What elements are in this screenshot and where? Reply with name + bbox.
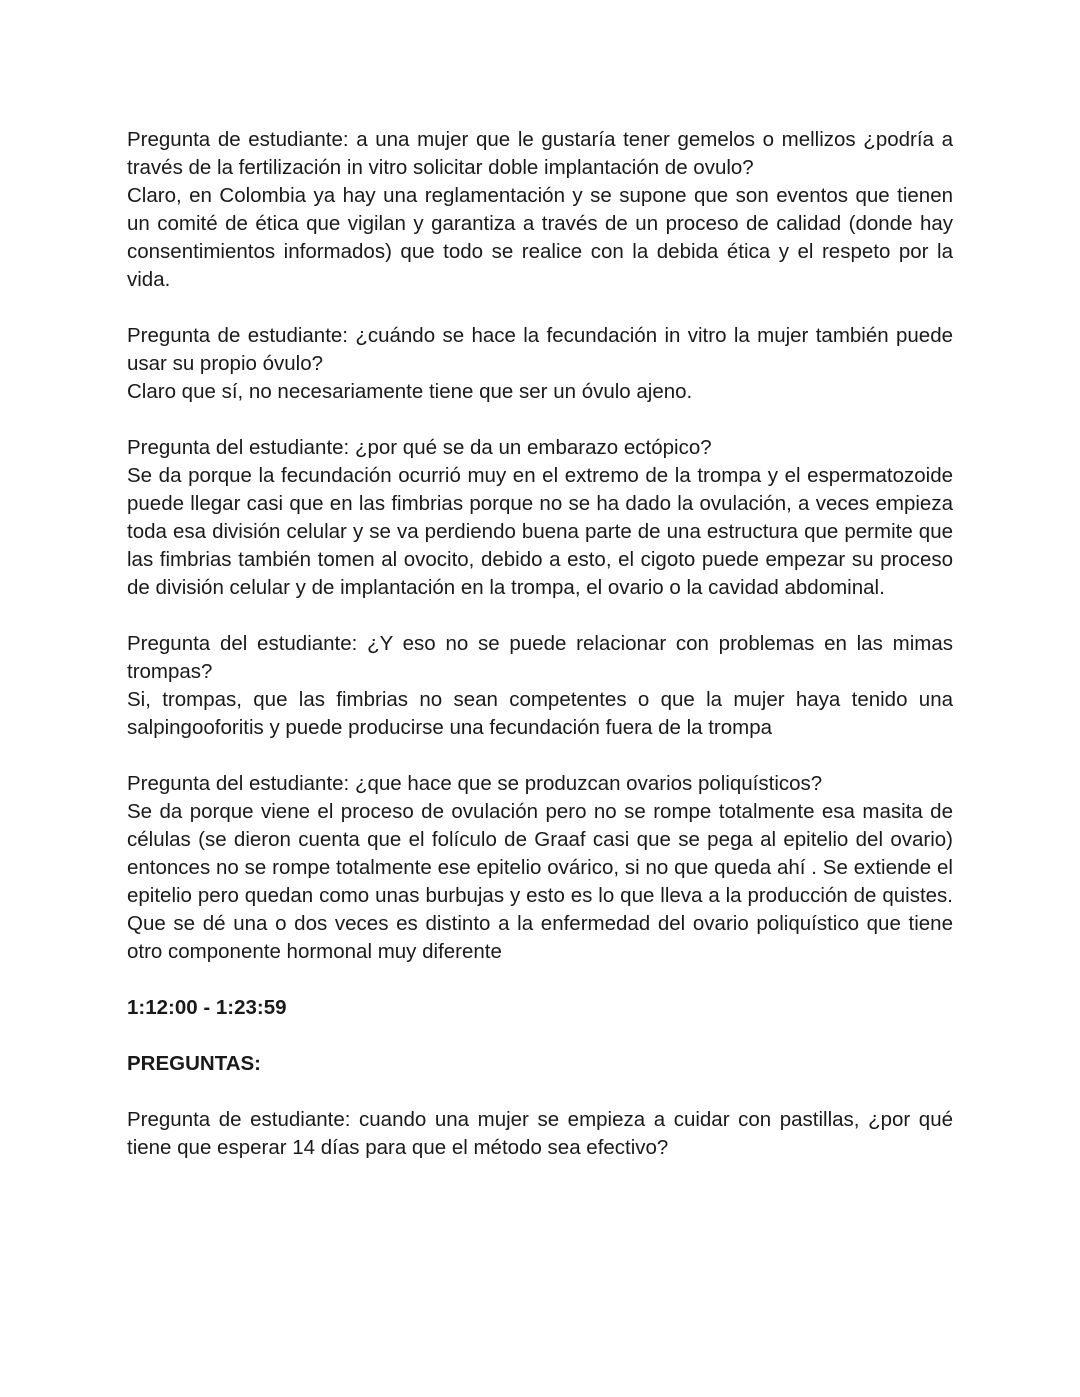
qa-block-3 (127, 434, 953, 602)
teacher-answer: Si, trompas, que las fimbrias no sean competentes o que la mujer haya tenido una salpingooforitis y puede producirse una fecundación fuera de la trompa (127, 688, 953, 739)
qa-block-5 (127, 770, 953, 966)
document-page (127, 126, 953, 1190)
teacher-answer: Se da porque viene el proceso de ovulación pero no se rompe totalmente esa masita de células (se dieron cuenta que el folículo de Graaf casi que se pega al epitelio del ovario) entonces no se rompe totalmente ese epitelio ovárico, si no que queda ahí . Se extiende el epitelio pero quedan como unas burbujas y esto es lo que lleva a la producción de quistes. Que se dé una o dos veces es distinto a la enfermedad del ovario poliquístico que tiene otro componente hormonal muy diferente (127, 800, 953, 963)
timestamp-block (127, 994, 953, 1022)
teacher-answer: Se da porque la fecundación ocurrió muy en el extremo de la trompa y el espermatozoide puede llegar casi que en las fimbrias porque no se ha dado la ovulación, a veces empieza toda esa división celular y se va perdiendo buena parte de una estructura que permite que las fimbrias también tomen al ovocito, debido a esto, el cigoto puede empezar su proceso de división celular y de implantación en la trompa, el ovario o la cavidad abdominal. (127, 464, 953, 599)
section-heading: PREGUNTAS: (127, 1052, 262, 1075)
student-question: Pregunta del estudiante: ¿que hace que se produzcan ovarios poliquísticos? (127, 772, 823, 795)
qa-block-1 (127, 126, 953, 294)
section-heading-block (127, 1050, 953, 1078)
student-question: Pregunta del estudiante: ¿Y eso no se puede relacionar con problemas en las mimas trompas? (127, 632, 953, 683)
video-timestamp: 1:12:00 - 1:23:59 (127, 996, 287, 1019)
student-question: Pregunta de estudiante: a una mujer que le gustaría tener gemelos o mellizos ¿podría a través de la fertilización in vitro solicitar doble implantación de ovulo? (127, 128, 953, 179)
student-question: Pregunta de estudiante: cuando una mujer se empieza a cuidar con pastillas, ¿por qué tiene que esperar 14 días para que el método sea efectivo? (127, 1108, 953, 1159)
teacher-answer: Claro, en Colombia ya hay una reglamentación y se supone que son eventos que tienen un comité de ética que vigilan y garantiza a través de un proceso de calidad (donde hay consentimientos informados) que todo se realice con la debida ética y el respeto por la vida. (127, 184, 953, 291)
qa-block-2 (127, 322, 953, 406)
teacher-answer: Claro que sí, no necesariamente tiene que ser un óvulo ajeno. (127, 380, 693, 403)
qa-block-4 (127, 630, 953, 742)
final-question-block (127, 1106, 953, 1162)
student-question: Pregunta del estudiante: ¿por qué se da un embarazo ectópico? (127, 436, 712, 459)
student-question: Pregunta de estudiante: ¿cuándo se hace la fecundación in vitro la mujer también puede usar su propio óvulo? (127, 324, 953, 375)
